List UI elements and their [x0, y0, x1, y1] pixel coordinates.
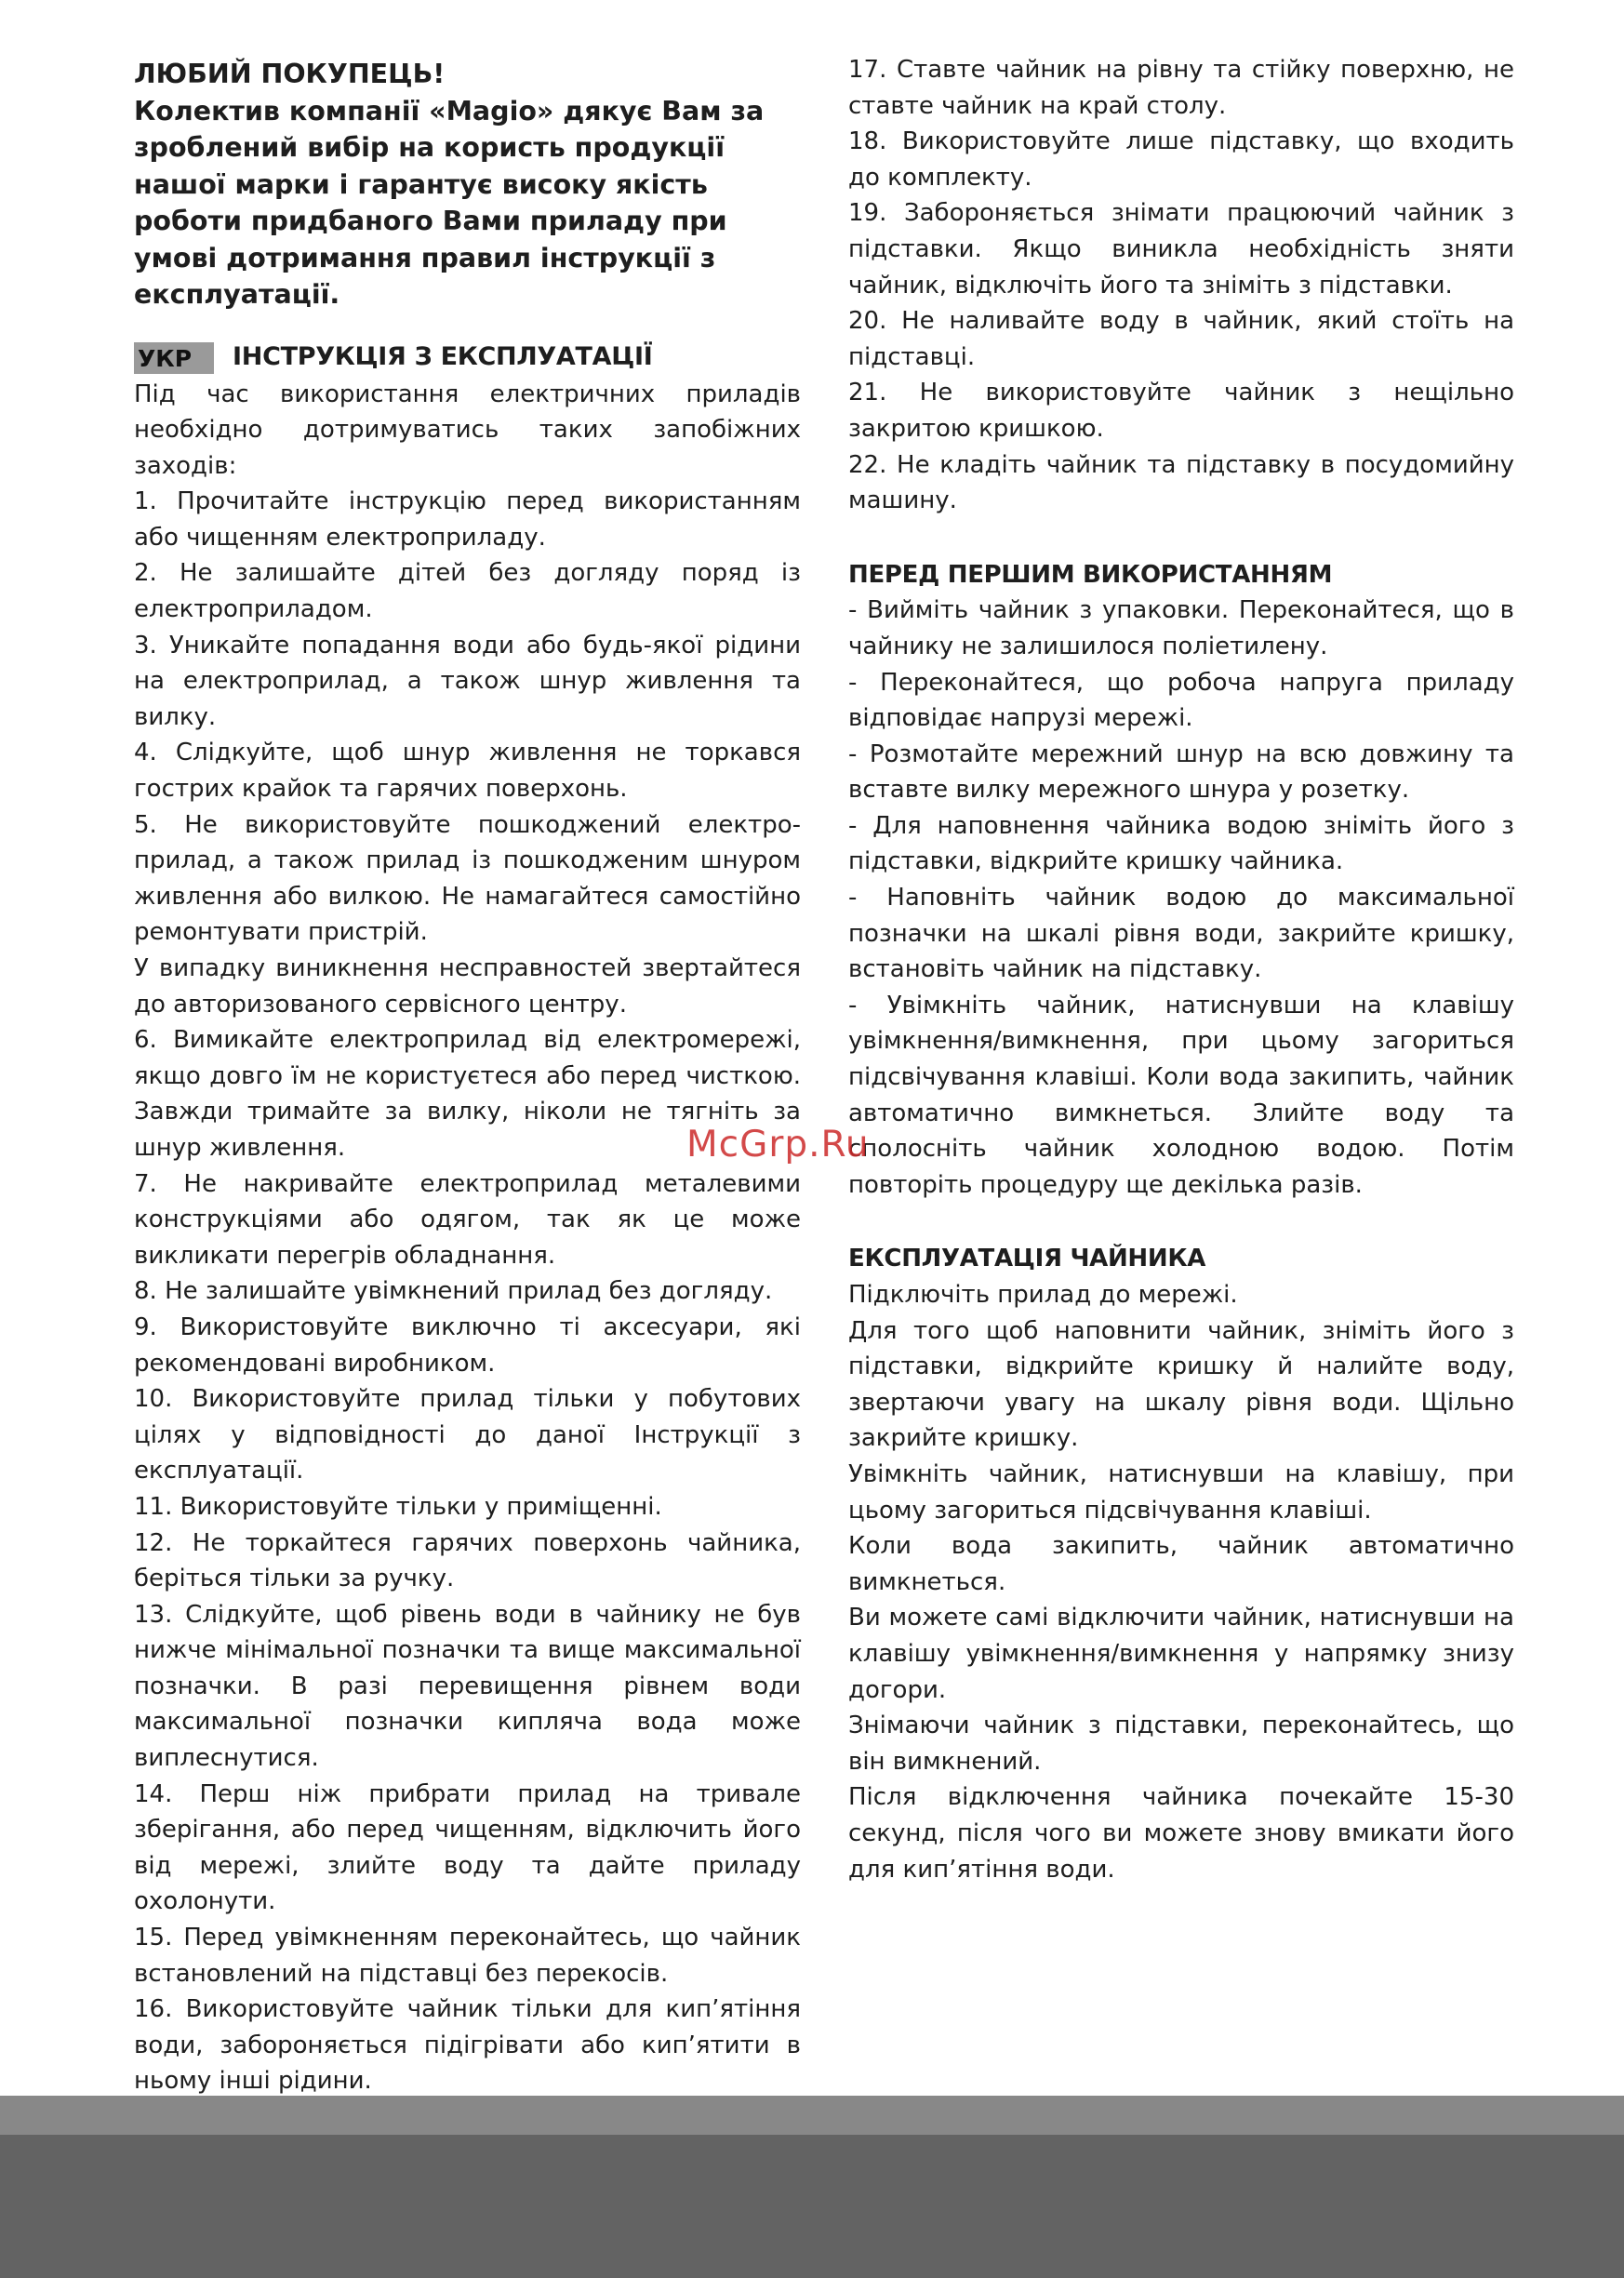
- watermark-text: McGrp.Ru: [686, 1124, 870, 1166]
- safety-item: 14. Перш ніж прибрати прилад на тривале зберігання, або перед чищенням, відключить його від мережі, злийте воду та дайте приладу охолонути.: [134, 1779, 801, 1916]
- safety-item: 10. Використовуйте прилад тільки у побутових цілях у відповідності до даної Інструкції з експлуатації.: [134, 1385, 801, 1485]
- safety-item: 6. Вимикайте електроприлад від електромережі, якщо довго їм не користуєтеся або перед чисткою. Завжди тримайте за вилку, ніколи не тягніть за шнур живлення.: [134, 1026, 801, 1162]
- safety-item: 8. Не залишайте увімкнений прилад без догляду.: [134, 1277, 773, 1306]
- before-first-use-heading: ПЕРЕД ПЕРШИМ ВИКОРИСТАННЯМ: [848, 560, 1333, 589]
- operation-paragraph: Ви можете самі відключити чайник, натиснувши на клавішу увімкнення/вимкнення у напрямку знизу догори.: [848, 1604, 1514, 1704]
- safety-item: 9. Використовуйте виключно ті аксесуари, які рекомендовані виробником.: [134, 1312, 801, 1378]
- before-first-use-step: - Переконайтеся, що робоча напруга приладу відповідає напрузі мережі.: [848, 668, 1514, 733]
- safety-item: 13. Слідкуйте, щоб рівень води в чайнику не був нижче мінімальної позначки та вище максимальної позначки. В разі перевищення рівнем води максимальної позначки кипляча вода може виплеснутися.: [134, 1600, 801, 1773]
- safety-item: 3. Уникайте попадання води або будь-якої рідини на електроприлад, а також шнур живлення та вилку.: [134, 631, 801, 731]
- safety-item: 12. Не торкайтеся гарячих поверхонь чайника, беріться тільки за ручку.: [134, 1528, 801, 1593]
- safety-item: 5. Не використовуйте пошкоджений електро-прилад, а також прилад із пошкодженим шнуром живлення або вилкою. Не намагайтеся самостійно ремонтувати пристрій.: [134, 810, 801, 947]
- section-header: [134, 340, 801, 377]
- operation-paragraph: Знімаючи чайник з підставки, переконайтесь, що він вимкнений.: [848, 1712, 1514, 1776]
- safety-item: 21. Не використовуйте чайник з нещільно закритою кришкою.: [848, 379, 1514, 443]
- footer-band: [0, 2135, 1624, 2278]
- before-first-use-step: - Вийміть чайник з упаковки. Переконайтеся, що в чайнику не залишилося поліетилену.: [848, 596, 1514, 660]
- safety-item: 11. Використовуйте тільки у приміщенні.: [134, 1492, 662, 1521]
- operation-paragraph: Підключіть прилад до мережі.: [848, 1281, 1238, 1309]
- before-first-use-step: - Наповніть чайник водою до максимальної позначки на шкалі рівня води, закрийте кришку, встановіть чайник на підставку.: [848, 884, 1514, 984]
- right-column: [848, 52, 1514, 1887]
- operation-paragraph: Коли вода закипить, чайник автоматично вимкнеться.: [848, 1532, 1514, 1596]
- safety-item: 18. Використовуйте лише підставку, що входить до комплекту.: [848, 127, 1514, 192]
- safety-item: 17. Ставте чайник на рівну та стійку поверхню, не ставте чайник на край столу.: [848, 56, 1514, 120]
- operation-paragraph: Для того щоб наповнити чайник, зніміть його з підставки, відкрийте кришку й налийте воду, звертаючи увагу на шкалу рівня води. Щільно закрийте кришку.: [848, 1316, 1514, 1453]
- safety-item: 20. Не наливайте воду в чайник, який стоїть на підставці.: [848, 307, 1514, 371]
- safety-item: 7. Не накривайте електроприлад металевими конструкціями або одягом, так як це може викликати перегрів обладнання.: [134, 1169, 801, 1270]
- safety-item: 4. Слідкуйте, щоб шнур живлення не торкався гострих крайок та гарячих поверхонь.: [134, 739, 801, 804]
- safety-item: 19. Забороняється знімати працюючий чайник з підставки. Якщо виникла необхідність зняти чайник, відключіть його та зніміть з підставки.: [848, 199, 1514, 300]
- operation-paragraph: Увімкніть чайник, натиснувши на клавішу, при цьому загориться підсвічування клавіші.: [848, 1459, 1514, 1525]
- before-first-use-step: - Для наповнення чайника водою зніміть його з підставки, відкрийте кришку чайника.: [848, 811, 1514, 876]
- safety-item: 22. Не кладіть чайник та підставку в посудомийну машину.: [848, 450, 1514, 515]
- left-column: [134, 52, 801, 2099]
- operation-heading: ЕКСПЛУАТАЦІЯ ЧАЙНИКА: [848, 1245, 1206, 1273]
- before-first-use-step: - Розмотайте мережний шнур на всю довжину та вставте вилку мережного шнура у розетку.: [848, 739, 1514, 805]
- safety-item: 16. Використовуйте чайник тільки для кип’ятіння води, забороняється підігрівати або кип’ятити в ньому інші рідини.: [134, 1995, 801, 2096]
- greeting-text: Колектив компанії «Magio» дякує Вам за зроблений вибір на користь продукції нашої марки і гарантує високу якість роботи придбаного Вами приладу при умові дотримання правил інструкції з експлуатації.: [134, 95, 765, 310]
- safety-item: 2. Не залишайте дітей без догляду поряд із електроприладом.: [134, 559, 801, 624]
- footer-band-light: [0, 2096, 1624, 2135]
- greeting-title: ЛЮБИЙ ПОКУПЕЦЬ!: [134, 59, 446, 89]
- safety-intro: Під час використання електричних приладів необхідно дотримуватись таких запобіжних заходів:: [134, 380, 801, 480]
- safety-note: У випадку виникнення несправностей звертайтеся до авторизованого сервісного центру.: [134, 954, 801, 1019]
- language-badge: УКР: [134, 342, 214, 374]
- safety-item: 15. Перед увімкненням переконайтесь, що чайник встановлений на підставці без перекосів.: [134, 1924, 801, 1988]
- section-title: ІНСТРУКЦІЯ З ЕКСПЛУАТАЦІЇ: [233, 342, 653, 372]
- safety-item: 1. Прочитайте інструкцію перед використанням або чищенням електроприладу.: [134, 487, 801, 552]
- greeting-block: [134, 56, 801, 313]
- operation-paragraph: Після відключення чайника почекайте 15-30 секунд, після чого ви можете знову вмикати його для кип’ятіння води.: [848, 1783, 1514, 1884]
- before-first-use-step: - Увімкніть чайник, натиснувши на клавішу увімкнення/вимкнення, при цьому загориться підсвічування клавіші. Коли вода закипить, чайник автоматично вимкнеться. Злийте воду та сполосніть чайник холодною водою. Потім повторіть процедуру ще декілька разів.: [848, 991, 1514, 1199]
